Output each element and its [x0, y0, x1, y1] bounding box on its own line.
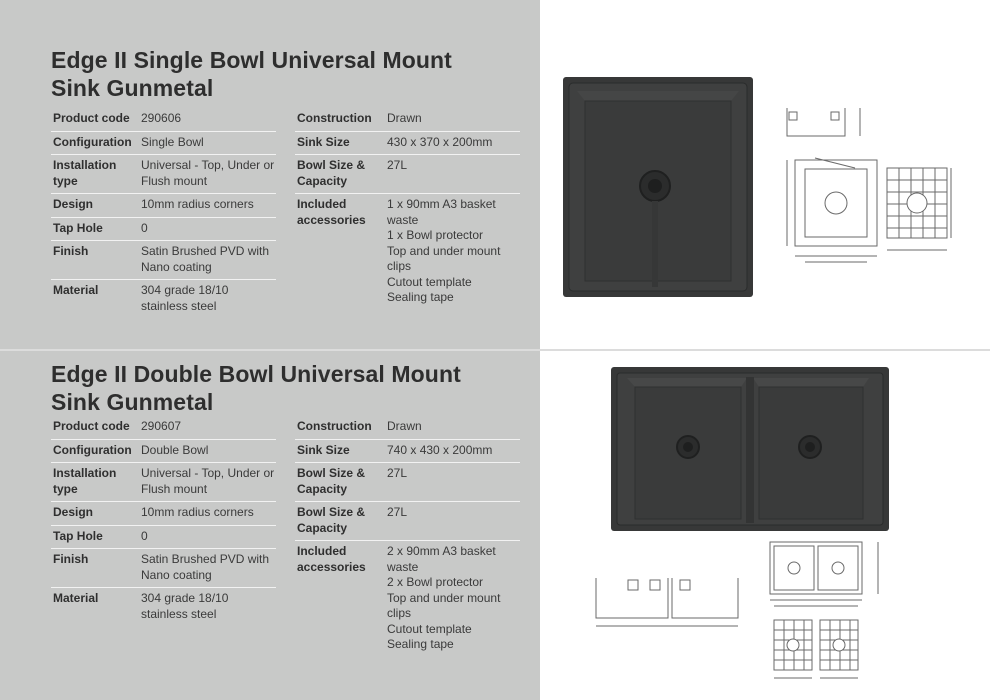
spec-value: 2 x 90mm A3 basket waste 2 x Bowl protector Top and under mount clips Cutout template Sealing tape — [387, 544, 501, 651]
double-bowl-title-line1: Edge II Double Bowl Universal Mount — [51, 361, 461, 387]
spec-row-bowl-capacity — [295, 463, 520, 502]
spec-row-bowl-capacity — [295, 502, 520, 541]
spec-value: Single Bowl — [141, 134, 204, 149]
spec-value: 304 grade 18/10 stainless steel — [141, 283, 229, 313]
spec-label: Finish — [53, 244, 89, 258]
spec-value: 1 x 90mm A3 basket waste 1 x Bowl protector Top and under mount clips Cutout template Sealing tape — [387, 197, 501, 304]
double-bowl-technical-drawing — [588, 538, 888, 688]
spec-row-installation-type — [51, 463, 276, 502]
spec-value: 430 x 370 x 200mm — [387, 134, 493, 149]
spec-value: Double Bowl — [141, 442, 209, 457]
spec-value: 10mm radius corners — [141, 197, 254, 211]
spec-label: Design — [53, 197, 94, 211]
spec-value: 0 — [141, 220, 148, 235]
spec-row-design — [51, 502, 276, 526]
spec-value: Universal - Top, Under or Flush mount — [141, 158, 275, 188]
spec-row-sink-size — [295, 132, 520, 156]
spec-value: Satin Brushed PVD with Nano coating — [141, 244, 270, 274]
spec-label: Tap Hole — [53, 528, 103, 543]
spec-label: Sink Size — [297, 134, 350, 149]
spec-label: Bowl Size & Capacity — [297, 466, 366, 496]
spec-row-bowl-capacity — [295, 155, 520, 194]
spec-value: Universal - Top, Under or Flush mount — [141, 466, 275, 496]
double-bowl-title — [51, 360, 461, 416]
spec-label: Construction — [297, 111, 372, 125]
spec-row-product-code — [51, 108, 276, 132]
spec-row-finish — [51, 241, 276, 280]
single-bowl-title-line1: Edge II Single Bowl Universal Mount — [51, 47, 452, 73]
spec-label: Installation type — [53, 158, 117, 188]
spec-label: Material — [53, 591, 99, 605]
spec-label: Product code — [53, 111, 130, 125]
spec-label: Tap Hole — [53, 220, 103, 235]
spec-row-configuration — [51, 132, 276, 156]
spec-row-tap-hole — [51, 526, 276, 550]
double-bowl-title-line2: Sink Gunmetal — [51, 389, 214, 415]
spec-label: Included accessories — [297, 544, 366, 574]
spec-value: 10mm radius corners — [141, 505, 254, 519]
spec-label: Configuration — [53, 134, 132, 149]
spec-value: Drawn — [387, 111, 422, 125]
spec-label: Bowl Size & Capacity — [297, 505, 366, 535]
spec-label: Configuration — [53, 442, 132, 457]
spec-value: 0 — [141, 528, 148, 543]
spec-value: 27L — [387, 466, 408, 480]
spec-value: 290606 — [141, 111, 182, 125]
spec-row-product-code — [51, 416, 276, 440]
spec-value: 304 grade 18/10 stainless steel — [141, 591, 229, 621]
double-bowl-spec-table-left — [51, 416, 276, 626]
spec-row-configuration — [51, 440, 276, 464]
spec-row-material — [51, 588, 276, 626]
spec-row-installation-type — [51, 155, 276, 194]
single-bowl-spec-table-left — [51, 108, 276, 318]
spec-label: Included accessories — [297, 197, 366, 227]
spec-row-construction — [295, 108, 520, 132]
spec-value: Satin Brushed PVD with Nano coating — [141, 552, 270, 582]
single-bowl-sink-photo — [563, 77, 753, 297]
single-bowl-title-line2: Sink Gunmetal — [51, 75, 214, 101]
spec-label: Material — [53, 283, 99, 297]
section-divider — [0, 349, 990, 351]
spec-row-finish — [51, 549, 276, 588]
single-bowl-title — [51, 46, 452, 102]
spec-value: 27L — [387, 158, 408, 172]
spec-label: Sink Size — [297, 442, 350, 457]
spec-label: Design — [53, 505, 94, 519]
spec-row-construction — [295, 416, 520, 440]
single-bowl-spec-table-right — [295, 108, 520, 310]
spec-label: Finish — [53, 552, 89, 566]
spec-value: 290607 — [141, 419, 182, 433]
spec-value: Drawn — [387, 419, 422, 433]
spec-row-tap-hole — [51, 218, 276, 242]
single-bowl-technical-drawing — [775, 102, 965, 274]
spec-row-accessories — [295, 194, 520, 310]
spec-label: Installation type — [53, 466, 117, 496]
spec-row-design — [51, 194, 276, 218]
spec-row-sink-size — [295, 440, 520, 464]
double-bowl-spec-table-right — [295, 416, 520, 657]
spec-value: 27L — [387, 505, 408, 519]
double-bowl-sink-photo — [611, 367, 889, 531]
spec-value: 740 x 430 x 200mm — [387, 442, 493, 457]
spec-label: Product code — [53, 419, 130, 433]
spec-row-material — [51, 280, 276, 318]
spec-label: Bowl Size & Capacity — [297, 158, 366, 188]
spec-row-accessories — [295, 541, 520, 657]
spec-label: Construction — [297, 419, 372, 433]
